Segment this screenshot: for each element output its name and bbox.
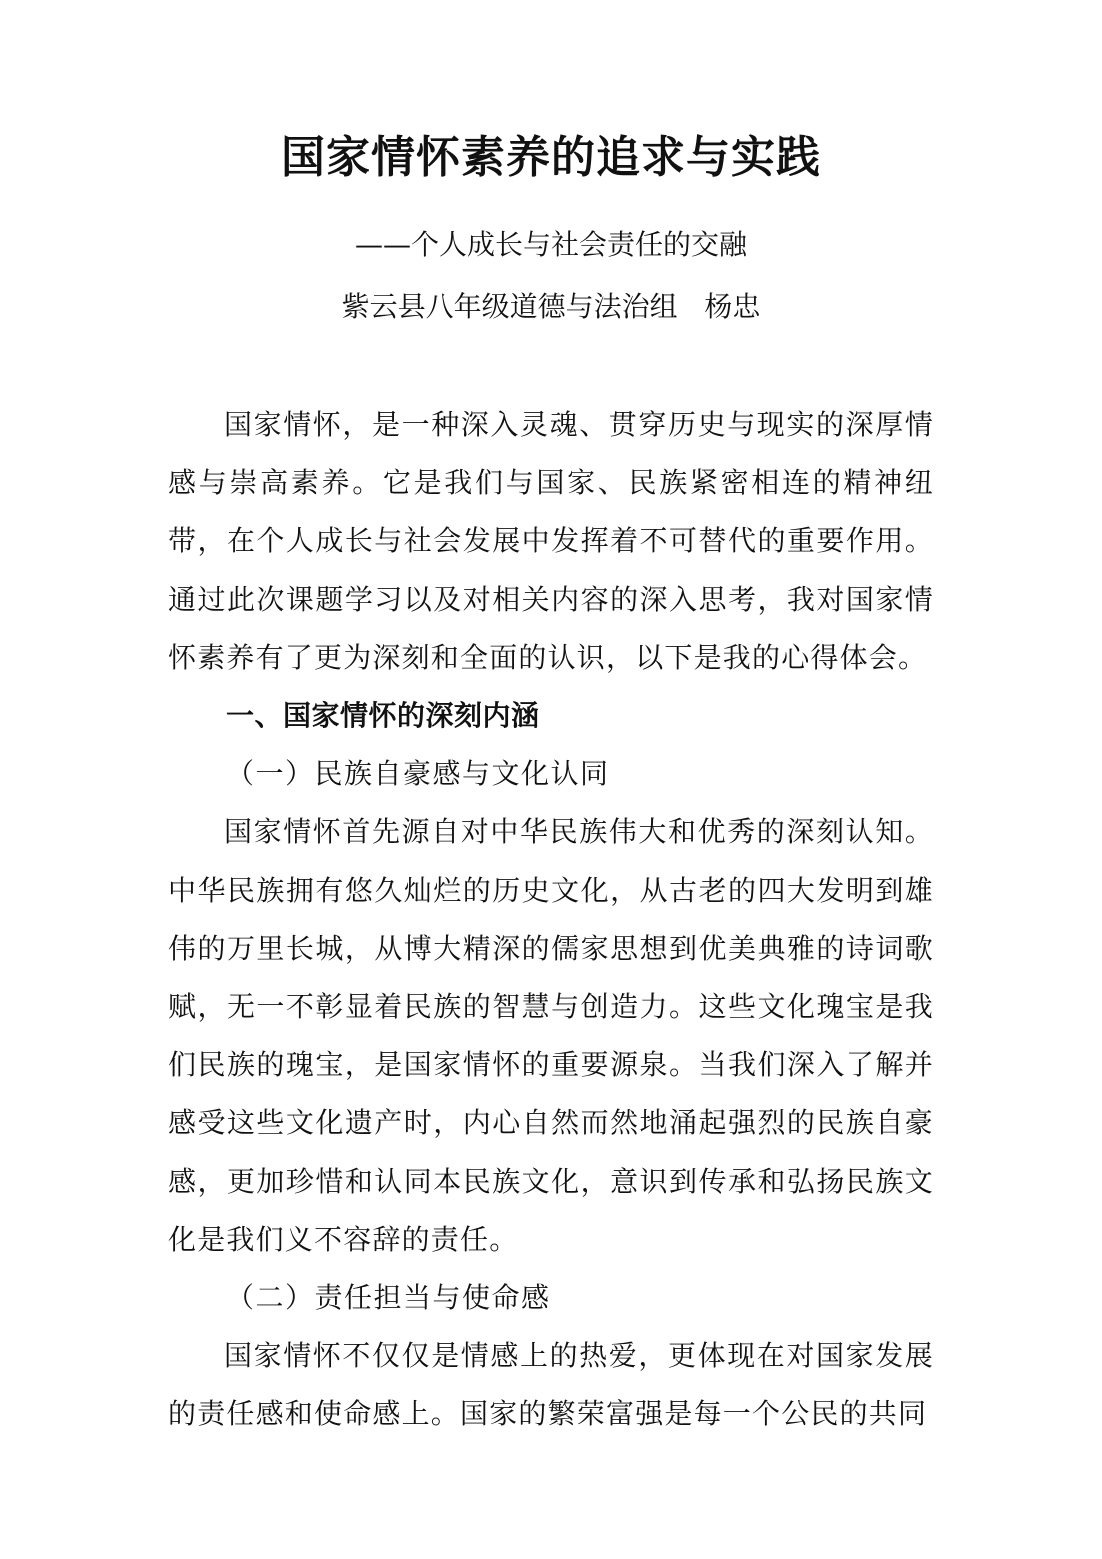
subsection-heading-2: （二）责任担当与使命感 (226, 1281, 551, 1315)
subsection-paragraph-1: 国家情怀首先源自对中华民族伟大和优秀的深刻认知。中华民族拥有悠久灿烂的历史文化，从古老的四大发明到雄伟的万里长城，从博大精深的儒家思想到优美典雅的诗词歌赋，无一不彰显着民族的智慧与创造力。这些文化瑰宝是我们民族的瑰宝，是国家情怀的重要源泉。当我们深入了解并感受这些文化遗产时，内心自然而然地涌起强烈的民族自豪感，更加珍惜和认同本民族文化，意识到传承和弘扬民族文化是我们义不容辞的责任。 (168, 815, 934, 1256)
subsection-heading-1: （一）民族自豪感与文化认同 (226, 757, 610, 791)
document-title: 国家情怀素养的追求与实践 (281, 132, 821, 183)
subsection-paragraph-2: 国家情怀不仅仅是情感上的热爱，更体现在对国家发展的责任感和使命感上。国家的繁荣富强是每一个公民的共同 (168, 1339, 934, 1431)
intro-paragraph: 国家情怀，是一种深入灵魂、贯穿历史与现实的深厚情感与崇高素养。它是我们与国家、民族紧密相连的精神纽带，在个人成长与社会发展中发挥着不可替代的重要作用。通过此次课题学习以及对相关内容的深入思考，我对国家情怀素养有了更为深刻和全面的认识，以下是我的心得体会。 (168, 408, 934, 674)
section-heading-1: 一、国家情怀的深刻内涵 (226, 699, 540, 733)
document-body (168, 396, 934, 1444)
author-byline: 紫云县八年级道德与法治组 杨忠 (341, 290, 761, 323)
document-subtitle: ——个人成长与社会责任的交融 (354, 228, 747, 261)
